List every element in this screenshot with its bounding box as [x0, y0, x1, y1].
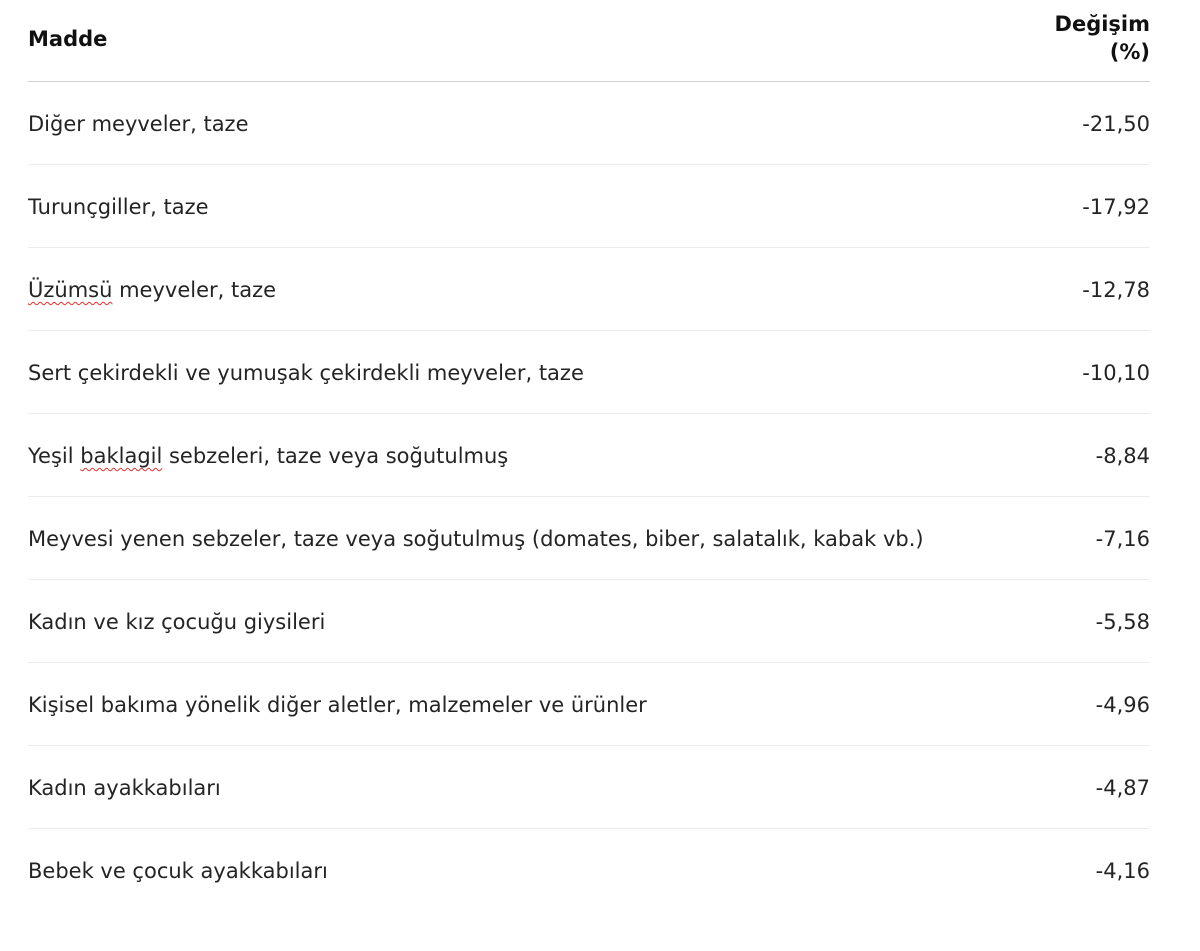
change-cell: -17,92	[968, 165, 1150, 248]
price-change-table-container	[28, 0, 1150, 911]
change-cell: -8,84	[968, 414, 1150, 497]
change-cell: -4,96	[968, 663, 1150, 746]
item-cell: Kadın ayakkabıları	[28, 746, 968, 829]
item-cell: Kişisel bakıma yönelik diğer aletler, malzemeler ve ürünler	[28, 663, 968, 746]
table-row	[28, 746, 1150, 829]
column-header-change	[968, 0, 1150, 82]
table-row	[28, 580, 1150, 663]
table-body	[28, 82, 1150, 912]
item-cell: Sert çekirdekli ve yumuşak çekirdekli meyveler, taze	[28, 331, 968, 414]
table-row	[28, 414, 1150, 497]
change-cell: -10,10	[968, 331, 1150, 414]
table-row	[28, 331, 1150, 414]
column-header-item: Madde	[28, 0, 968, 82]
table-row	[28, 829, 1150, 912]
item-text-post: sebzeleri, taze veya soğutulmuş	[162, 444, 509, 468]
table-row	[28, 248, 1150, 331]
change-cell: -12,78	[968, 248, 1150, 331]
change-cell: -4,87	[968, 746, 1150, 829]
item-cell	[28, 248, 968, 331]
change-cell: -21,50	[968, 82, 1150, 165]
column-header-change-line2: (%)	[1109, 40, 1150, 64]
change-cell: -7,16	[968, 497, 1150, 580]
item-text-pre: Yeşil	[28, 444, 81, 468]
table-row	[28, 663, 1150, 746]
column-header-change-line1: Değişim	[1054, 12, 1150, 36]
change-cell: -4,16	[1095, 859, 1150, 883]
price-change-table	[28, 0, 1150, 911]
table-row	[28, 497, 1150, 580]
item-cell	[28, 414, 968, 497]
item-cell: Kadın ve kız çocuğu giysileri	[28, 580, 968, 663]
item-cell: Bebek ve çocuk ayakkabıları	[28, 859, 328, 883]
spellcheck-flagged-word[interactable]: Üzümsü	[28, 278, 113, 302]
change-cell: -5,58	[968, 580, 1150, 663]
table-row	[28, 165, 1150, 248]
header-row	[28, 0, 1150, 82]
item-cell: Meyvesi yenen sebzeler, taze veya soğutulmuş (domates, biber, salatalık, kabak vb.)	[28, 497, 968, 580]
spellcheck-flagged-word[interactable]: baklagil	[80, 444, 163, 468]
table-header	[28, 0, 1150, 82]
item-cell: Turunçgiller, taze	[28, 165, 968, 248]
item-cell: Diğer meyveler, taze	[28, 82, 968, 165]
item-text-post: meyveler, taze	[112, 278, 277, 302]
table-row	[28, 82, 1150, 165]
